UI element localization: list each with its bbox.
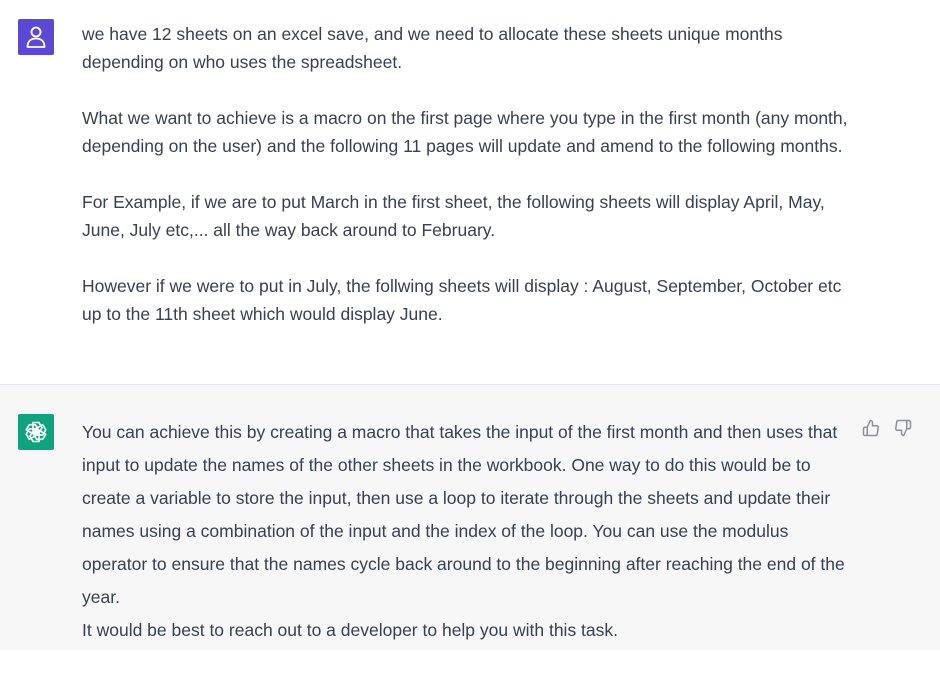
user-avatar bbox=[18, 19, 54, 55]
user-paragraph: What we want to achieve is a macro on the first page where you type in the first month (any month, depending on the user) and the following 11 pages will update and amend to the following months. bbox=[82, 108, 848, 156]
user-paragraph: However if we were to put in July, the follwing sheets will display : August, September, October etc up to the 11th sheet which would display June. bbox=[82, 276, 842, 324]
user-paragraph: we have 12 sheets on an excel save, and we need to allocate these sheets unique months depending on who uses the spreadsheet. bbox=[82, 24, 783, 72]
user-message-text bbox=[82, 20, 852, 328]
assistant-message-text bbox=[82, 416, 852, 647]
assistant-paragraph: You can achieve this by creating a macro that takes the input of the first month and then uses that input to update the names of the other sheets in the workbook. One way to do this would be to create a variable to store the input, then use a loop to iterate through the sheets and update their names using a combination of the input and the index of the loop. You can use the modulus operator to ensure that the names cycle back around to the beginning after reaching the end of the year. bbox=[82, 422, 845, 607]
user-paragraph: For Example, if we are to put March in the first sheet, the following sheets will display April, May, June, July etc,... all the way back around to February. bbox=[82, 192, 825, 240]
assistant-avatar bbox=[18, 414, 54, 450]
thumbs-down-icon bbox=[894, 419, 912, 437]
thumbs-up-button[interactable] bbox=[861, 418, 881, 438]
openai-logo-icon bbox=[23, 419, 49, 445]
thumbs-up-icon bbox=[862, 419, 880, 437]
bottom-spacer bbox=[0, 650, 940, 682]
user-icon bbox=[25, 25, 47, 49]
assistant-paragraph: It would be best to reach out to a developer to help you with this task. bbox=[82, 620, 619, 640]
thumbs-down-button[interactable] bbox=[893, 418, 913, 438]
